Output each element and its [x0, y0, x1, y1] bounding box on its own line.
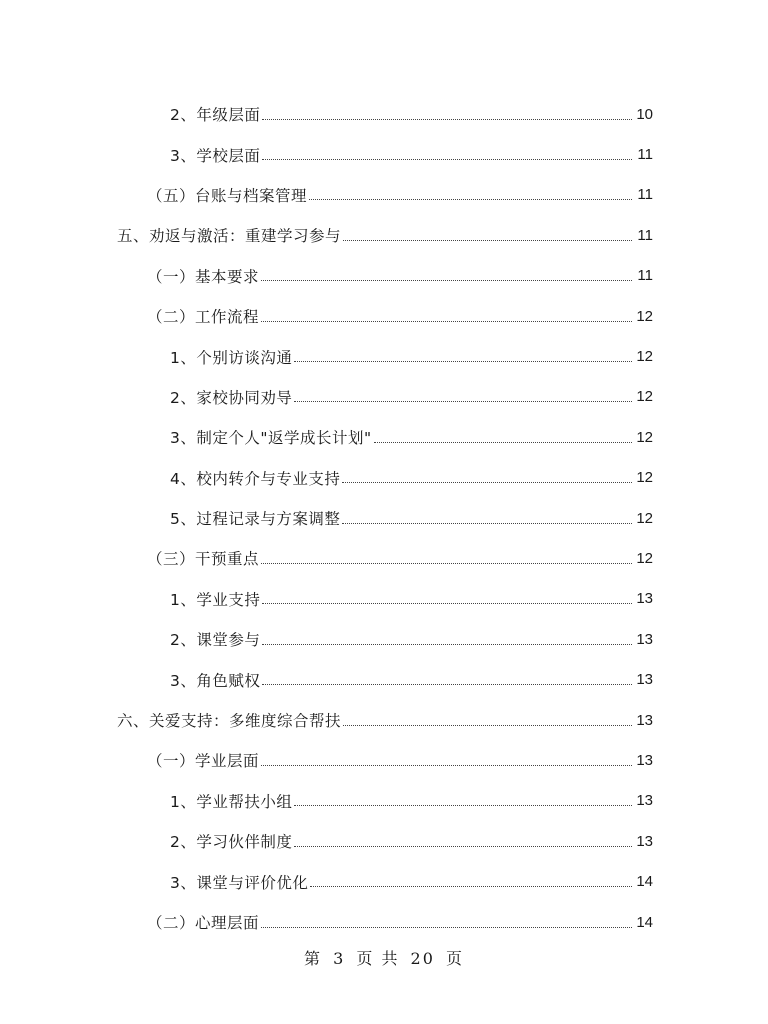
- footer-prefix: 第: [303, 949, 322, 968]
- toc-entry-page-number: 10: [636, 105, 653, 123]
- toc-entry-label: （二）心理层面: [147, 914, 260, 932]
- toc-entry-page-number: 12: [636, 307, 653, 325]
- toc-entry-label: 3、制定个人"返学成长计划": [170, 429, 372, 448]
- toc-entry-content: [170, 458, 653, 498]
- toc-entry-page-number: 12: [636, 348, 653, 366]
- toc-dot-leader: [343, 725, 632, 726]
- toc-dot-leader: [262, 644, 632, 645]
- toc-entry-content: [147, 538, 653, 578]
- toc-entry-label: 六、关爱支持：多维度综合帮扶: [117, 712, 342, 731]
- toc-entry-content: [170, 498, 653, 538]
- toc-dot-leader: [262, 119, 632, 120]
- toc-entry[interactable]: [0, 94, 768, 134]
- toc-entry-page-number: 12: [636, 549, 653, 567]
- toc-entry[interactable]: [0, 215, 768, 255]
- toc-entry-page-number: 12: [636, 509, 653, 527]
- toc-entry-label: 3、学校层面: [170, 146, 261, 165]
- toc-entry-content: [147, 296, 653, 336]
- toc-dot-leader: [261, 927, 632, 928]
- toc-entry-content: [147, 902, 653, 942]
- toc-entry-content: [170, 821, 653, 861]
- toc-dot-leader: [309, 199, 632, 200]
- toc-entry-label: （五）台账与档案管理: [147, 186, 308, 205]
- toc-dot-leader: [294, 805, 632, 806]
- toc-entry[interactable]: [0, 417, 768, 457]
- toc-entry-content: [147, 740, 653, 780]
- footer-suffix: 页: [446, 949, 465, 968]
- toc-entry-page-number: 12: [636, 428, 653, 446]
- toc-entry-label: 3、角色赋权: [170, 671, 261, 690]
- toc-dot-leader: [342, 523, 632, 524]
- toc-entry[interactable]: [0, 256, 768, 296]
- toc-dot-leader: [261, 563, 632, 564]
- toc-entry-content: [147, 175, 653, 215]
- toc-entry-label: 1、学业帮扶小组: [170, 792, 293, 811]
- table-of-contents: [0, 94, 768, 942]
- toc-entry-label: 4、校内转介与专业支持: [170, 469, 341, 488]
- toc-entry-label: （三）干预重点: [147, 550, 260, 569]
- toc-entry[interactable]: [0, 336, 768, 376]
- toc-entry[interactable]: [0, 659, 768, 699]
- toc-entry-page-number: 13: [636, 630, 653, 648]
- toc-entry-label: （一）基本要求: [147, 267, 260, 286]
- toc-dot-leader: [262, 159, 632, 160]
- toc-entry-page-number: 13: [636, 792, 653, 810]
- toc-entry-page-number: 12: [636, 469, 653, 487]
- footer-middle: 页 共: [356, 949, 400, 968]
- toc-entry-content: [170, 94, 653, 134]
- toc-entry-label: 2、课堂参与: [170, 631, 261, 650]
- toc-entry[interactable]: [0, 134, 768, 174]
- toc-entry-page-number: 13: [636, 711, 653, 729]
- toc-dot-leader: [261, 765, 632, 766]
- toc-entry[interactable]: [0, 861, 768, 901]
- toc-entry-content: [170, 861, 653, 901]
- toc-entry-content: [170, 659, 653, 699]
- toc-entry-content: [170, 417, 653, 457]
- toc-entry[interactable]: [0, 700, 768, 740]
- toc-entry[interactable]: [0, 579, 768, 619]
- toc-dot-leader: [261, 280, 632, 281]
- toc-entry-label: （一）学业层面: [147, 752, 260, 771]
- toc-entry-label: 3、课堂与评价优化: [170, 873, 309, 892]
- toc-entry-page-number: 13: [636, 671, 653, 689]
- toc-entry-label: 2、家校协同劝导: [170, 388, 293, 407]
- toc-entry-page-number: 14: [636, 873, 653, 891]
- toc-entry-label: 5、过程记录与方案调整: [170, 510, 341, 529]
- toc-dot-leader: [343, 240, 632, 241]
- toc-entry-label: （二）工作流程: [147, 308, 260, 327]
- toc-entry[interactable]: [0, 296, 768, 336]
- toc-dot-leader: [294, 401, 632, 402]
- toc-entry[interactable]: [0, 781, 768, 821]
- toc-entry[interactable]: [0, 538, 768, 578]
- toc-entry[interactable]: [0, 619, 768, 659]
- toc-dot-leader: [294, 361, 632, 362]
- toc-entry-page-number: 13: [636, 751, 653, 769]
- toc-dot-leader: [374, 442, 632, 443]
- toc-entry-label: 2、学习伙伴制度: [170, 833, 293, 852]
- toc-dot-leader: [310, 886, 632, 887]
- toc-entry-content: [147, 256, 653, 296]
- toc-dot-leader: [294, 846, 632, 847]
- toc-entry-content: [170, 781, 653, 821]
- toc-entry-page-number: 14: [636, 913, 653, 931]
- toc-entry[interactable]: [0, 902, 768, 942]
- toc-dot-leader: [262, 684, 632, 685]
- page-footer: [0, 946, 768, 969]
- toc-entry-content: [170, 619, 653, 659]
- toc-entry[interactable]: [0, 377, 768, 417]
- toc-entry-content: [170, 134, 653, 174]
- footer-current-page: 3: [333, 949, 346, 968]
- toc-entry-page-number: 11: [637, 146, 653, 164]
- toc-entry-label: 2、年级层面: [170, 106, 261, 125]
- toc-entry[interactable]: [0, 740, 768, 780]
- toc-entry-page-number: 11: [637, 267, 653, 285]
- toc-entry-page-number: 13: [636, 590, 653, 608]
- toc-entry-page-number: 12: [636, 388, 653, 406]
- toc-entry[interactable]: [0, 498, 768, 538]
- footer-total-pages: 20: [410, 949, 435, 968]
- toc-entry-label: 五、劝返与激活：重建学习参与: [117, 227, 342, 246]
- toc-entry-content: [117, 700, 653, 740]
- toc-entry[interactable]: [0, 821, 768, 861]
- toc-entry[interactable]: [0, 458, 768, 498]
- toc-entry-content: [117, 215, 653, 255]
- toc-dot-leader: [261, 321, 632, 322]
- toc-entry-page-number: 13: [636, 832, 653, 850]
- toc-dot-leader: [262, 603, 632, 604]
- toc-entry-content: [170, 377, 653, 417]
- toc-entry-content: [170, 579, 653, 619]
- toc-dot-leader: [342, 482, 632, 483]
- toc-entry-page-number: 11: [637, 186, 653, 204]
- toc-entry-label: 1、学业支持: [170, 590, 261, 609]
- toc-entry-page-number: 11: [637, 226, 653, 244]
- toc-entry-content: [170, 336, 653, 376]
- toc-entry-label: 1、个别访谈沟通: [170, 348, 293, 367]
- toc-entry[interactable]: [0, 175, 768, 215]
